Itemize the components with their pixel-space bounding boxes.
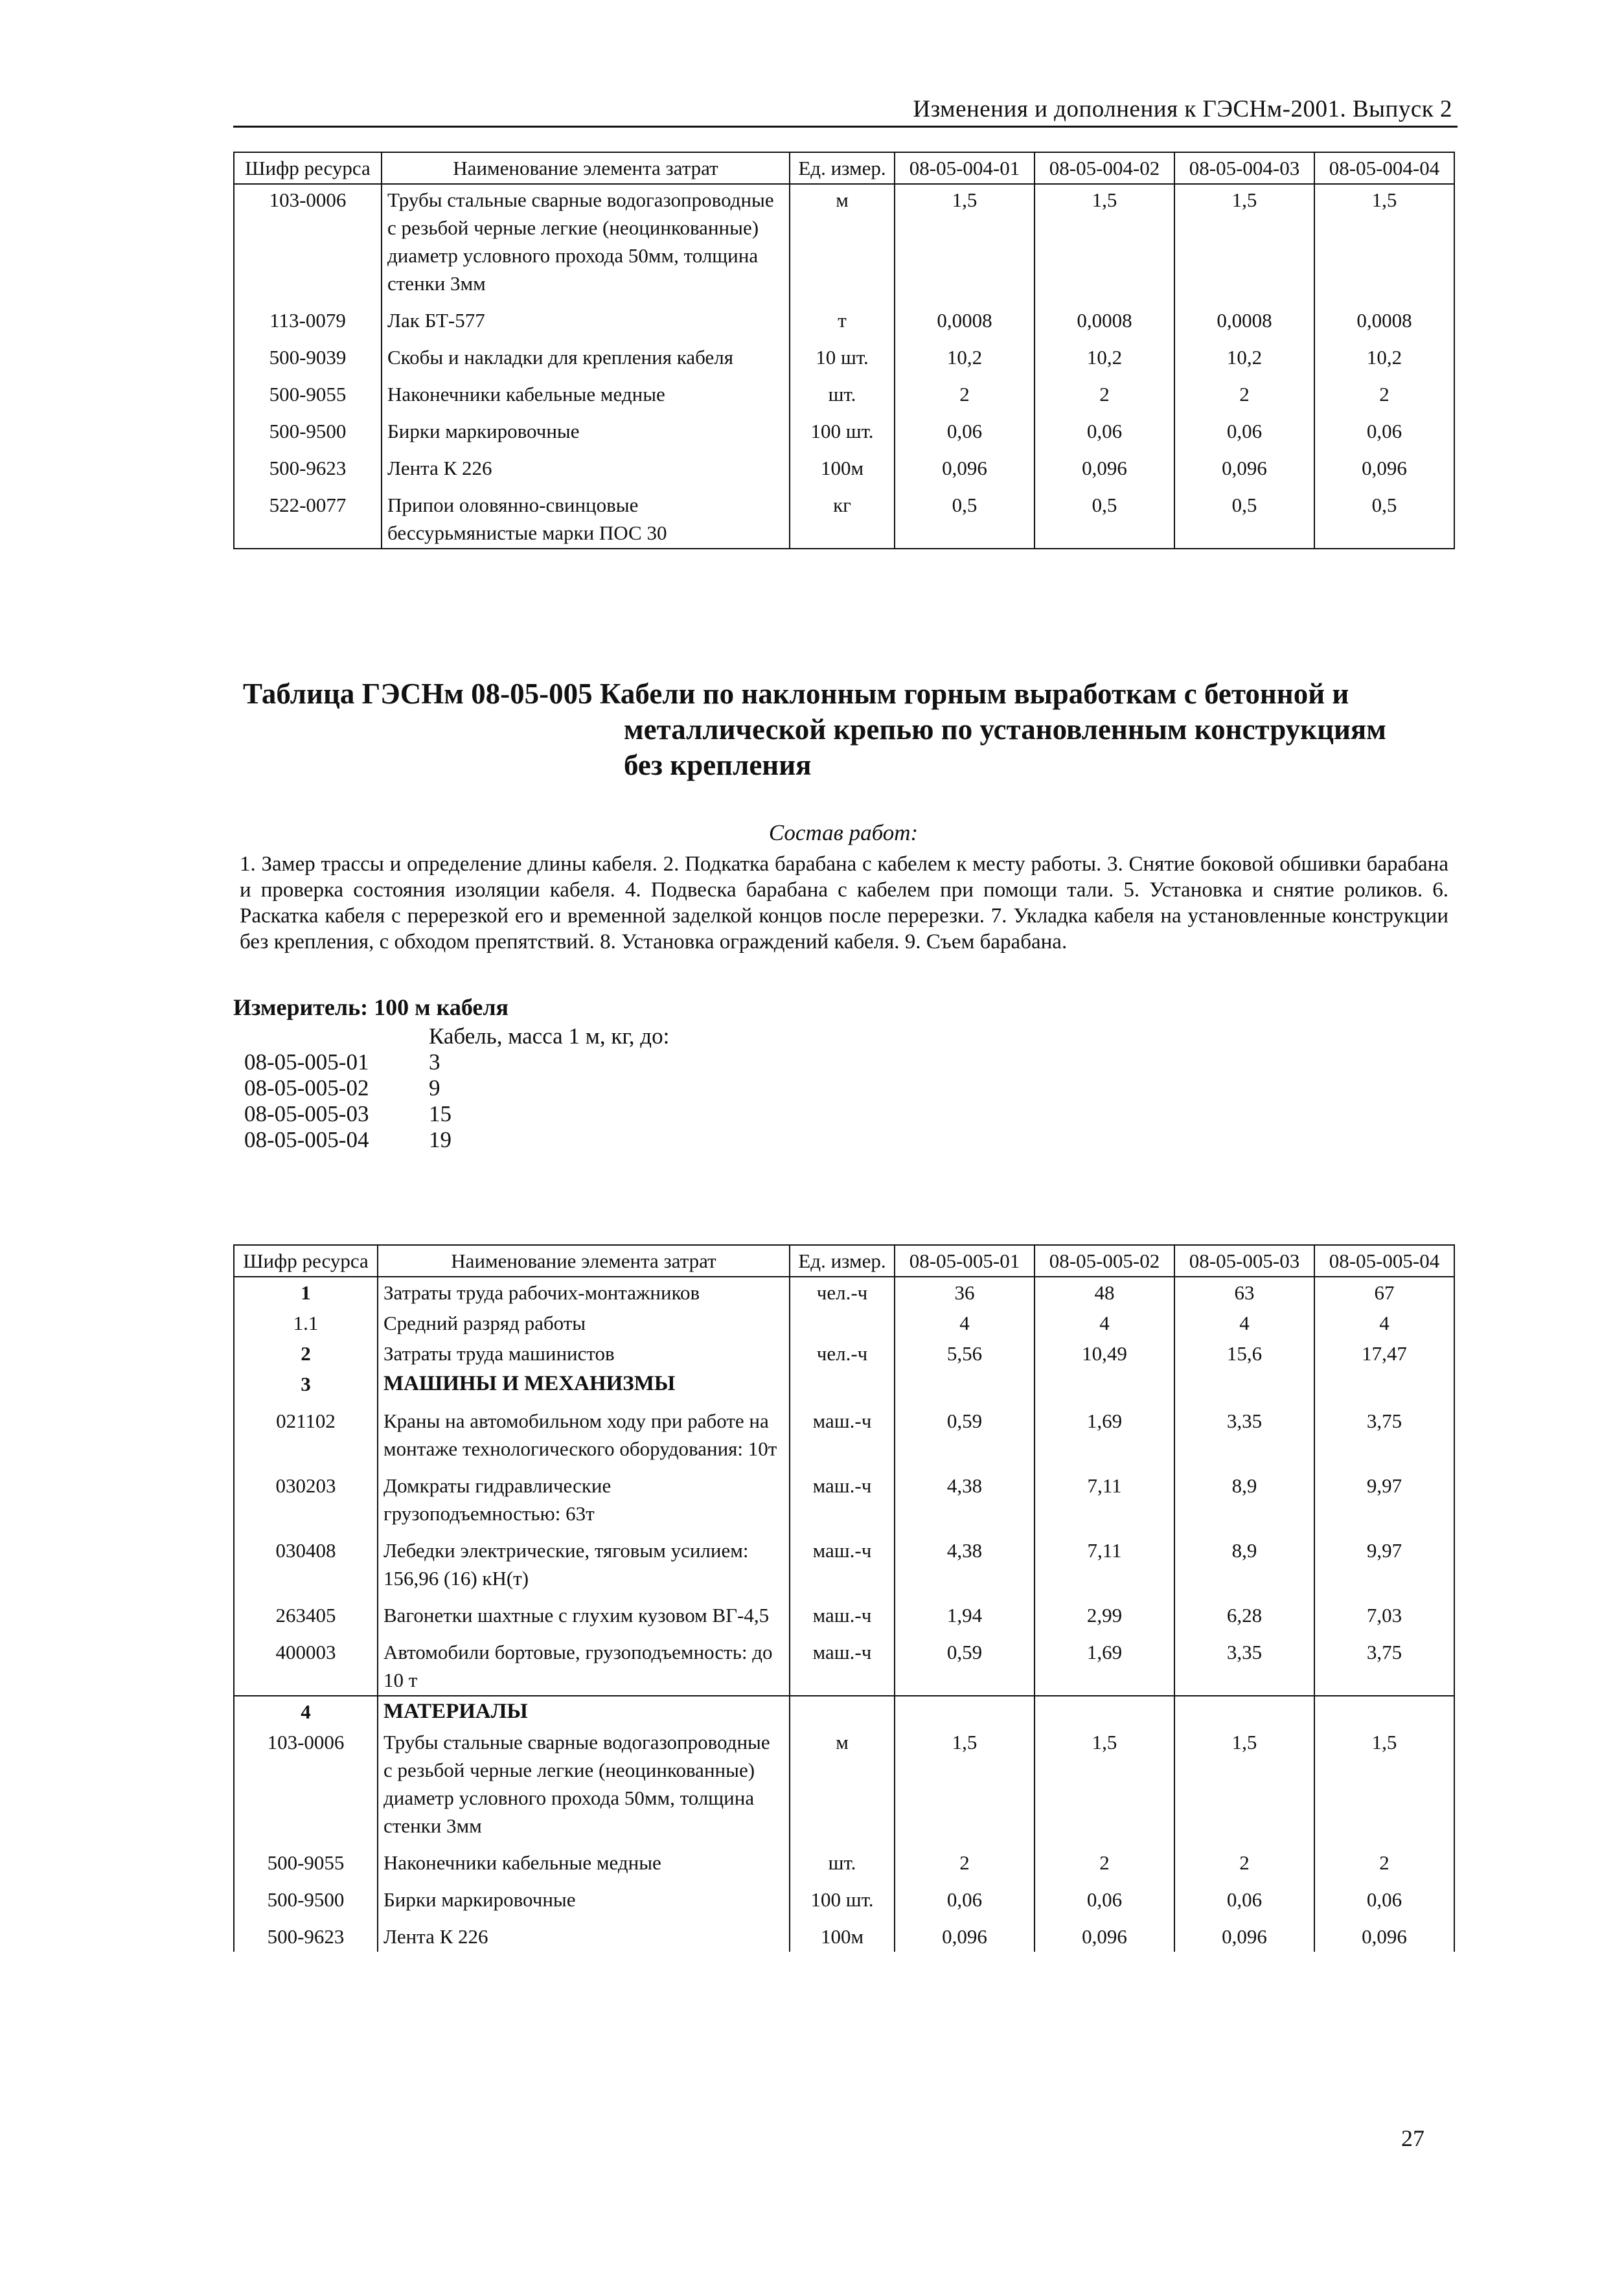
cell-value: 1,94	[895, 1593, 1035, 1630]
param-row	[244, 1101, 669, 1127]
params-title: Кабель, масса 1 м, кг, до:	[429, 1023, 670, 1049]
cell-value: 2	[895, 1841, 1035, 1878]
param-code: 08-05-005-04	[244, 1127, 369, 1152]
table-row	[234, 446, 1454, 483]
col-header-code: Шифр ресурса	[234, 1245, 378, 1277]
col-header-v4: 08-05-004-04	[1314, 152, 1454, 184]
table-row	[234, 1727, 1454, 1841]
table-row	[234, 184, 1454, 299]
table-row	[234, 1464, 1454, 1529]
table-row	[234, 1369, 1454, 1399]
cell-code: 021102	[234, 1399, 378, 1464]
params-list	[244, 1023, 669, 1153]
cell-code: 500-9623	[234, 1915, 378, 1952]
cell-value: 0,096	[1314, 1915, 1454, 1952]
cell-name: Лента К 226	[378, 1915, 790, 1952]
param-value: 3	[429, 1049, 440, 1075]
cell-value: 0,59	[895, 1399, 1035, 1464]
cell-name: Наконечники кабельные медные	[378, 1841, 790, 1878]
cell-name: Лебедки электрические, тяговым усилием: 156,96 (16) кН(т)	[378, 1529, 790, 1593]
cell-value: 0,06	[1314, 1878, 1454, 1915]
cell-unit: 100 шт.	[790, 1878, 895, 1915]
cell-code: 500-9055	[234, 1841, 378, 1878]
cell-code: 103-0006	[234, 1727, 378, 1841]
cell-code: 263405	[234, 1593, 378, 1630]
cell-unit: маш.-ч	[790, 1630, 895, 1696]
cell-value: 8,9	[1174, 1464, 1314, 1529]
cell-value: 1,69	[1035, 1630, 1174, 1696]
cell-unit	[790, 1369, 895, 1399]
cell-value	[1174, 1696, 1314, 1727]
section-title	[243, 676, 1448, 783]
cell-value: 0,06	[1174, 1878, 1314, 1915]
section-title-line-1: Таблица ГЭСНм 08-05-005 Кабели по наклонным горным выработкам с бетонной и	[243, 678, 1349, 710]
cell-value: 0,06	[895, 409, 1035, 446]
cell-value: 0,06	[895, 1878, 1035, 1915]
cell-value: 0,0008	[1174, 299, 1314, 336]
col-header-unit: Ед. измер.	[790, 1245, 895, 1277]
cell-value: 4	[1314, 1308, 1454, 1338]
cell-name: МАШИНЫ И МЕХАНИЗМЫ	[378, 1369, 790, 1399]
col-header-code: Шифр ресурса	[234, 152, 382, 184]
col-header-v2: 08-05-004-02	[1035, 152, 1174, 184]
cell-value: 1,5	[895, 184, 1035, 299]
cell-value: 0,096	[895, 446, 1035, 483]
cell-code: 500-9055	[234, 372, 382, 409]
table-08-05-004-continuation	[233, 152, 1455, 549]
table-row	[234, 336, 1454, 372]
cell-value	[1314, 1696, 1454, 1727]
cell-value: 1,5	[1035, 184, 1174, 299]
table-row	[234, 1399, 1454, 1464]
cell-value: 2	[1314, 1841, 1454, 1878]
cell-value: 0,0008	[1314, 299, 1454, 336]
table-row	[234, 1338, 1454, 1369]
cell-value: 3,35	[1174, 1630, 1314, 1696]
cell-name: Лента К 226	[382, 446, 790, 483]
cell-code: 500-9039	[234, 336, 382, 372]
cell-value: 1,5	[1174, 1727, 1314, 1841]
cell-unit: чел.-ч	[790, 1338, 895, 1369]
table-row	[234, 1696, 1454, 1727]
running-header-text: Изменения и дополнения к ГЭСНм-2001. Выпуск 2	[913, 96, 1452, 122]
table-row	[234, 299, 1454, 336]
cell-value: 4	[1174, 1308, 1314, 1338]
page-number: 27	[1401, 2125, 1424, 2151]
cell-unit: м	[790, 184, 895, 299]
cell-value: 1,5	[1314, 1727, 1454, 1841]
param-row	[244, 1075, 669, 1101]
cell-code: 030203	[234, 1464, 378, 1529]
param-code: 08-05-005-01	[244, 1049, 369, 1075]
cell-value: 0,59	[895, 1630, 1035, 1696]
cell-value: 0,5	[1314, 483, 1454, 549]
cell-value: 3,35	[1174, 1399, 1314, 1464]
cell-name: Краны на автомобильном ходу при работе на монтаже технологического оборудования: 10т	[378, 1399, 790, 1464]
cell-unit: м	[790, 1727, 895, 1841]
table-row	[234, 372, 1454, 409]
cell-value: 2	[895, 372, 1035, 409]
cell-value: 67	[1314, 1277, 1454, 1308]
cell-name: Затраты труда машинистов	[378, 1338, 790, 1369]
cell-value: 0,096	[1174, 1915, 1314, 1952]
cell-code: 500-9500	[234, 1878, 378, 1915]
col-header-v3: 08-05-005-03	[1174, 1245, 1314, 1277]
cell-name: Трубы стальные сварные водогазопроводные с резьбой черные легкие (неоцинкованные) диаметр условного прохода 50мм, толщина стенки 3мм	[378, 1727, 790, 1841]
cell-unit: 10 шт.	[790, 336, 895, 372]
param-value: 19	[429, 1127, 452, 1152]
cell-value: 2	[1174, 372, 1314, 409]
cell-value: 10,2	[1174, 336, 1314, 372]
cell-value: 0,06	[1174, 409, 1314, 446]
cell-value: 0,096	[1035, 1915, 1174, 1952]
meter-unit: Измеритель: 100 м кабеля	[233, 994, 509, 1020]
cell-value: 10,2	[1314, 336, 1454, 372]
cell-value: 36	[895, 1277, 1035, 1308]
cell-unit: чел.-ч	[790, 1277, 895, 1308]
cell-value: 1,5	[1174, 184, 1314, 299]
cell-value: 10,2	[895, 336, 1035, 372]
cell-value: 5,56	[895, 1338, 1035, 1369]
cell-code: 3	[234, 1369, 378, 1399]
cell-value: 0,096	[1035, 446, 1174, 483]
col-header-v1: 08-05-004-01	[895, 152, 1035, 184]
cell-unit: т	[790, 299, 895, 336]
param-code: 08-05-005-02	[244, 1075, 369, 1101]
cell-name: Вагонетки шахтные с глухим кузовом ВГ-4,5	[378, 1593, 790, 1630]
param-code: 08-05-005-03	[244, 1101, 369, 1126]
cell-value: 9,97	[1314, 1529, 1454, 1593]
cell-value: 2	[1174, 1841, 1314, 1878]
cell-unit: шт.	[790, 372, 895, 409]
col-header-v4: 08-05-005-04	[1314, 1245, 1454, 1277]
cell-value: 1,5	[895, 1727, 1035, 1841]
cell-value: 2	[1314, 372, 1454, 409]
cell-value	[1174, 1369, 1314, 1399]
cell-name: Домкраты гидравлические грузоподъемностью: 63т	[378, 1464, 790, 1529]
cell-value: 0,06	[1314, 409, 1454, 446]
cell-code: 500-9623	[234, 446, 382, 483]
cell-value: 9,97	[1314, 1464, 1454, 1529]
table-row	[234, 409, 1454, 446]
cell-value: 48	[1035, 1277, 1174, 1308]
param-value: 9	[429, 1075, 440, 1101]
cell-value: 6,28	[1174, 1593, 1314, 1630]
section-title-line-3: без крепления	[624, 749, 812, 781]
cell-unit: 100 шт.	[790, 409, 895, 446]
cell-unit: маш.-ч	[790, 1529, 895, 1593]
table-row	[234, 1308, 1454, 1338]
cell-code: 1.1	[234, 1308, 378, 1338]
cell-name: Автомобили бортовые, грузоподъемность: до 10 т	[378, 1630, 790, 1696]
cell-code: 2	[234, 1338, 378, 1369]
cell-unit: маш.-ч	[790, 1464, 895, 1529]
running-header	[233, 88, 1458, 128]
col-header-unit: Ед. измер.	[790, 152, 895, 184]
cell-value: 4,38	[895, 1529, 1035, 1593]
cell-value: 0,0008	[1035, 299, 1174, 336]
cell-value: 8,9	[1174, 1529, 1314, 1593]
cell-name: Лак БТ-577	[382, 299, 790, 336]
cell-unit	[790, 1696, 895, 1727]
param-row	[244, 1049, 669, 1075]
cell-code: 400003	[234, 1630, 378, 1696]
cell-unit: 100м	[790, 446, 895, 483]
cell-code: 500-9500	[234, 409, 382, 446]
cell-value: 0,5	[1174, 483, 1314, 549]
cell-name: Трубы стальные сварные водогазопроводные с резьбой черные легкие (неоцинкованные) диаметр условного прохода 50мм, толщина стенки 3мм	[382, 184, 790, 299]
cell-name: Наконечники кабельные медные	[382, 372, 790, 409]
cell-value: 0,096	[1174, 446, 1314, 483]
table-08-05-005	[233, 1244, 1455, 1952]
cell-value: 10,49	[1035, 1338, 1174, 1369]
cell-code: 522-0077	[234, 483, 382, 549]
cell-code: 030408	[234, 1529, 378, 1593]
cell-value: 4,38	[895, 1464, 1035, 1529]
cell-value: 0,096	[1314, 446, 1454, 483]
cell-value: 4	[1035, 1308, 1174, 1338]
cell-unit: 100м	[790, 1915, 895, 1952]
col-header-v1: 08-05-005-01	[895, 1245, 1035, 1277]
cell-value: 2,99	[1035, 1593, 1174, 1630]
table-header-row	[234, 1245, 1454, 1277]
cell-value: 1,69	[1035, 1399, 1174, 1464]
param-row	[244, 1127, 669, 1153]
cell-value: 63	[1174, 1277, 1314, 1308]
cell-unit: шт.	[790, 1841, 895, 1878]
table-header-row	[234, 152, 1454, 184]
col-header-v2: 08-05-005-02	[1035, 1245, 1174, 1277]
cell-value: 0,0008	[895, 299, 1035, 336]
cell-name: Средний разряд работы	[378, 1308, 790, 1338]
cell-unit: маш.-ч	[790, 1593, 895, 1630]
cell-value: 2	[1035, 372, 1174, 409]
cell-unit	[790, 1308, 895, 1338]
col-header-name: Наименование элемента затрат	[382, 152, 790, 184]
cell-value: 3,75	[1314, 1399, 1454, 1464]
cell-value: 1,5	[1035, 1727, 1174, 1841]
cell-unit: маш.-ч	[790, 1399, 895, 1464]
work-composition-heading: Состав работ:	[768, 820, 919, 845]
section-title-line-2: металлической крепью по установленным конструкциям	[624, 713, 1386, 746]
table-row	[234, 1529, 1454, 1593]
cell-unit: кг	[790, 483, 895, 549]
cell-name: Бирки маркировочные	[378, 1878, 790, 1915]
cell-code: 113-0079	[234, 299, 382, 336]
cell-value	[1035, 1369, 1174, 1399]
cell-name: Скобы и накладки для крепления кабеля	[382, 336, 790, 372]
table-row	[234, 1277, 1454, 1308]
cell-value: 0,06	[1035, 1878, 1174, 1915]
cell-code: 1	[234, 1277, 378, 1308]
cell-value: 0,5	[895, 483, 1035, 549]
cell-value: 7,11	[1035, 1464, 1174, 1529]
table-row	[234, 1593, 1454, 1630]
cell-value: 0,06	[1035, 409, 1174, 446]
cell-code: 103-0006	[234, 184, 382, 299]
cell-value: 0,096	[895, 1915, 1035, 1952]
cell-value: 7,11	[1035, 1529, 1174, 1593]
table-row	[234, 483, 1454, 549]
table-row	[234, 1630, 1454, 1696]
table-row	[234, 1878, 1454, 1915]
cell-value: 17,47	[1314, 1338, 1454, 1369]
cell-name: Припои оловянно-свинцовые бессурьмянистые марки ПОС 30	[382, 483, 790, 549]
cell-value: 2	[1035, 1841, 1174, 1878]
cell-value	[1035, 1696, 1174, 1727]
cell-name: Бирки маркировочные	[382, 409, 790, 446]
cell-value: 7,03	[1314, 1593, 1454, 1630]
cell-value: 0,5	[1035, 483, 1174, 549]
cell-code: 4	[234, 1696, 378, 1727]
col-header-v3: 08-05-004-03	[1174, 152, 1314, 184]
cell-name: Затраты труда рабочих-монтажников	[378, 1277, 790, 1308]
table-row	[234, 1841, 1454, 1878]
work-composition-text: 1. Замер трассы и определение длины кабеля. 2. Подкатка барабана с кабелем к месту работы. 3. Снятие боковой обшивки барабана и проверка состояния изоляции кабеля. 4. Подвеска барабана с кабелем при помощи тали. 5. Установка и снятие роликов. 6. Раскатка кабеля с перерезкой его и временной заделкой концов после перерезки. 7. Укладка кабеля на установленные конструкции без крепления, с обходом препятствий. 8. Установка ограждений кабеля. 9. Съем барабана.	[240, 852, 1448, 954]
cell-value: 1,5	[1314, 184, 1454, 299]
cell-value	[1314, 1369, 1454, 1399]
cell-value	[895, 1696, 1035, 1727]
cell-value: 3,75	[1314, 1630, 1454, 1696]
cell-value: 4	[895, 1308, 1035, 1338]
cell-value	[895, 1369, 1035, 1399]
cell-value: 10,2	[1035, 336, 1174, 372]
table-row	[234, 1915, 1454, 1952]
cell-name: МАТЕРИАЛЫ	[378, 1696, 790, 1727]
param-value: 15	[429, 1101, 452, 1126]
col-header-name: Наименование элемента затрат	[378, 1245, 790, 1277]
cell-value: 15,6	[1174, 1338, 1314, 1369]
